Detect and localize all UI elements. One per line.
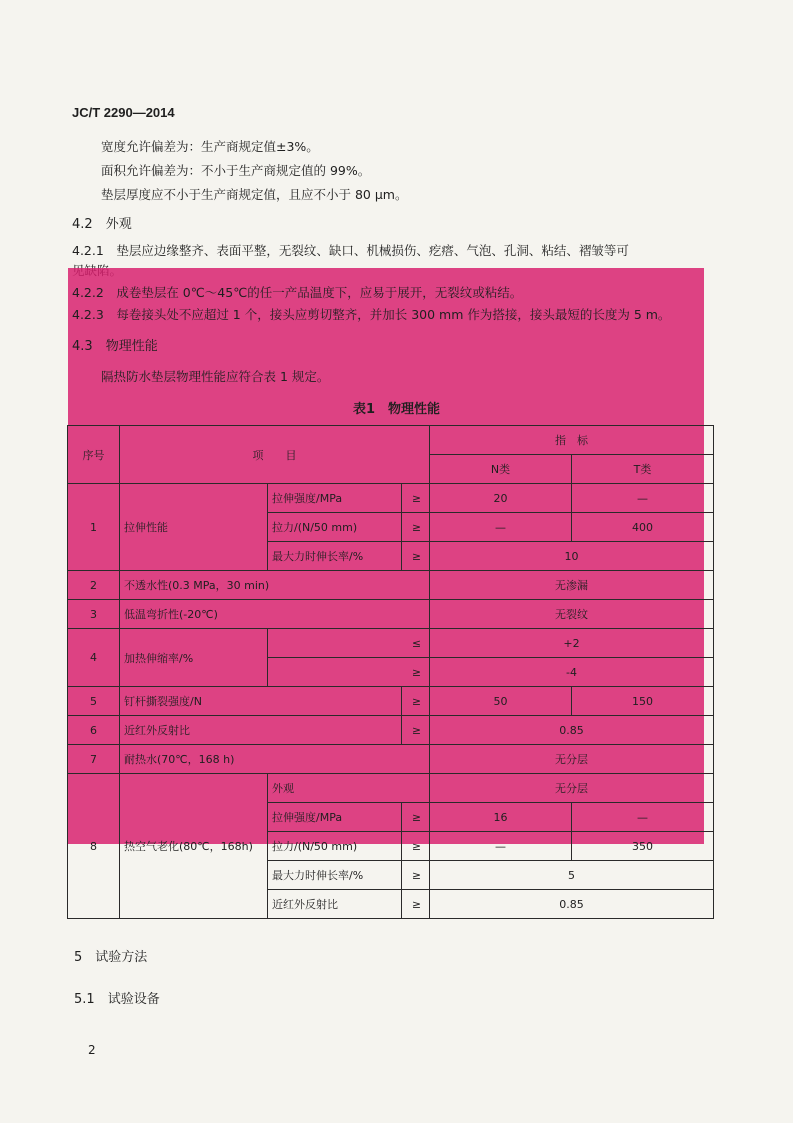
row-item: 低温弯折性(-20℃)	[120, 600, 430, 629]
operator: ≥	[402, 716, 430, 745]
row-item: 近红外反射比	[120, 716, 402, 745]
row-number: 1	[68, 484, 120, 571]
clause-4-2-2	[72, 283, 522, 301]
shared-value: 无分层	[430, 745, 714, 774]
header-n-class: N类	[430, 455, 572, 484]
row-number: 3	[68, 600, 120, 629]
operator: ≥	[268, 658, 430, 687]
n-value: —	[430, 513, 572, 542]
n-value: —	[430, 832, 572, 861]
section-title: 物理性能	[105, 339, 158, 354]
operator: ≥	[402, 803, 430, 832]
sub-item: 拉力/(N/50 mm)	[268, 832, 402, 861]
operator: ≤	[268, 629, 430, 658]
table-row	[68, 774, 714, 803]
sub-item: 拉伸强度/MPa	[268, 484, 402, 513]
sub-item: 外观	[268, 774, 430, 803]
t-value: —	[572, 484, 714, 513]
header-item: 项 目	[120, 426, 430, 484]
table-caption: 表1 物理性能	[352, 402, 441, 417]
section-number: 5	[74, 950, 83, 965]
n-value: 20	[430, 484, 572, 513]
section-title: 试验方法	[95, 950, 148, 965]
table-row	[68, 629, 714, 658]
row-item: 不透水性(0.3 MPa，30 min)	[120, 571, 430, 600]
clause-text: 每卷接头处不应超过 1 个，接头应剪切整齐，并加长 300 mm 作为搭接，接头最短的长度为 5 m。	[116, 307, 671, 322]
table-header-row	[68, 426, 714, 455]
clause-4-2-3	[72, 305, 670, 323]
section-4-3-text: 隔热防水垫层物理性能应符合表 1 规定。	[101, 369, 330, 384]
row-number: 4	[68, 629, 120, 687]
operator: ≥	[402, 890, 430, 919]
row-number: 2	[68, 571, 120, 600]
section-title: 外观	[105, 217, 132, 232]
section-4-2-heading	[72, 213, 132, 232]
row-number: 7	[68, 745, 120, 774]
clause-4-2-1	[72, 241, 629, 259]
section-title: 试验设备	[107, 992, 160, 1007]
shared-value: 无渗漏	[430, 571, 714, 600]
shared-value: 无分层	[430, 774, 714, 803]
clause-number: 4.2.2	[72, 285, 104, 300]
row-item: 拉伸性能	[120, 484, 268, 571]
row-number: 8	[68, 774, 120, 919]
shared-value: -4	[430, 658, 714, 687]
area-tolerance-line: 面积允许偏差为：不小于生产商规定值的 99%。	[101, 163, 371, 178]
section-4-3-heading	[72, 335, 158, 354]
clause-text: 垫层应边缘整齐、表面平整，无裂纹、缺口、机械损伤、疙瘩、气泡、孔洞、粘结、褶皱等可	[116, 243, 629, 258]
t-value: 350	[572, 832, 714, 861]
section-number: 4.3	[72, 339, 93, 354]
table-row	[68, 600, 714, 629]
shared-value: 5	[430, 861, 714, 890]
table-row	[68, 745, 714, 774]
t-value: —	[572, 803, 714, 832]
document-code: JC/T 2290—2014	[72, 105, 175, 120]
operator: ≥	[402, 861, 430, 890]
shared-value: 无裂纹	[430, 600, 714, 629]
table-row	[68, 687, 714, 716]
operator: ≥	[402, 484, 430, 513]
operator: ≥	[402, 687, 430, 716]
row-item: 钉杆撕裂强度/N	[120, 687, 402, 716]
table-row	[68, 484, 714, 513]
operator: ≥	[402, 832, 430, 861]
operator: ≥	[402, 513, 430, 542]
sub-item: 拉力/(N/50 mm)	[268, 513, 402, 542]
physical-properties-table	[67, 425, 714, 919]
sub-item: 近红外反射比	[268, 890, 402, 919]
row-number: 5	[68, 687, 120, 716]
row-item: 加热伸缩率/%	[120, 629, 268, 687]
sub-item: 最大力时伸长率/%	[268, 542, 402, 571]
clause-text: 成卷垫层在 0℃～45℃的任一产品温度下，应易于展开，无裂纹或粘结。	[116, 285, 523, 300]
row-item: 耐热水(70℃，168 h)	[120, 745, 430, 774]
header-index: 指 标	[430, 426, 714, 455]
section-number: 5.1	[74, 992, 95, 1007]
t-value: 400	[572, 513, 714, 542]
header-t-class: T类	[572, 455, 714, 484]
shared-value: +2	[430, 629, 714, 658]
table-row	[68, 716, 714, 745]
section-5-heading	[74, 946, 147, 965]
n-value: 50	[430, 687, 572, 716]
page-number: 2	[88, 1043, 96, 1057]
operator: ≥	[402, 542, 430, 571]
table-row	[68, 571, 714, 600]
t-value: 150	[572, 687, 714, 716]
section-5-1-heading	[74, 988, 160, 1007]
thickness-line: 垫层厚度应不小于生产商规定值，且应不小于 80 μm。	[101, 187, 408, 202]
header-serial: 序号	[68, 426, 120, 484]
clause-number: 4.2.3	[72, 307, 104, 322]
row-item: 热空气老化(80℃，168h)	[120, 774, 268, 919]
clause-number: 4.2.1	[72, 243, 104, 258]
shared-value: 0.85	[430, 890, 714, 919]
shared-value: 0.85	[430, 716, 714, 745]
sub-item: 拉伸强度/MPa	[268, 803, 402, 832]
n-value: 16	[430, 803, 572, 832]
row-number: 6	[68, 716, 120, 745]
section-number: 4.2	[72, 217, 93, 232]
sub-item: 最大力时伸长率/%	[268, 861, 402, 890]
shared-value: 10	[430, 542, 714, 571]
width-tolerance-line: 宽度允许偏差为：生产商规定值±3%。	[101, 139, 319, 154]
